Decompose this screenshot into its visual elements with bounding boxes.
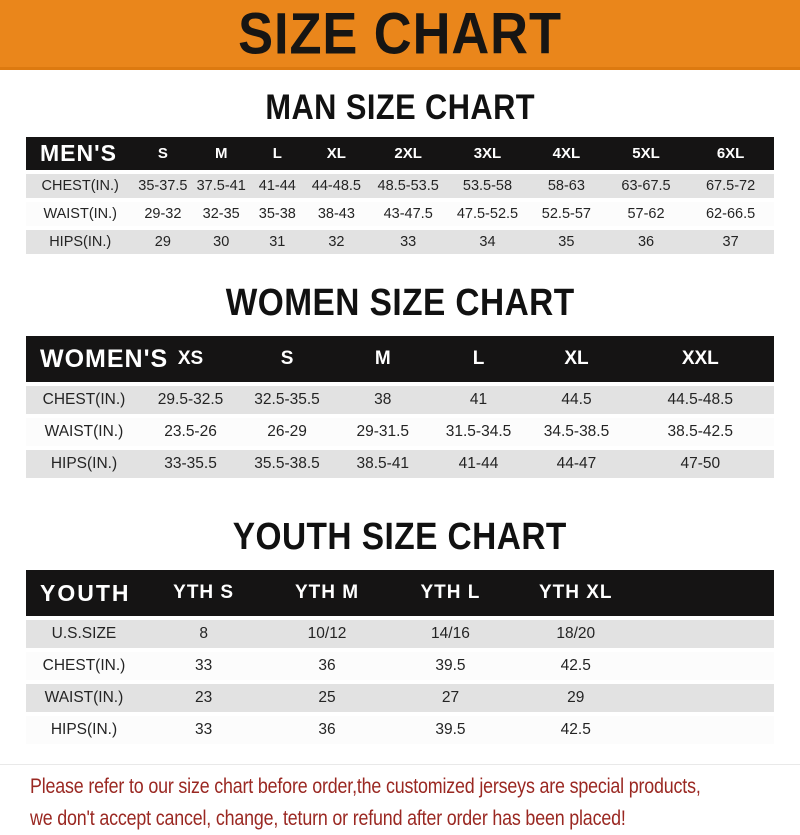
youth-section (0, 518, 800, 748)
men-size-table (26, 133, 774, 258)
table-cell: 35-37.5 (138, 178, 188, 194)
row-label: CHEST(IN.) (42, 391, 126, 408)
row-label: HIPS(IN.) (50, 455, 118, 472)
table-cell: 31 (269, 234, 286, 250)
table-cell: 18/20 (556, 625, 596, 642)
table-cell: 33 (195, 721, 213, 738)
disclaimer-line-1: Please refer to our size chart before order,the customized jerseys are special products, (30, 775, 701, 798)
table-cell: 44-47 (556, 455, 597, 472)
table-cell: 27 (441, 689, 460, 706)
column-header: XL (564, 348, 589, 369)
table-cell: 32 (328, 234, 345, 250)
table-cell: 23 (195, 689, 213, 706)
row-label: WAIST(IN.) (44, 689, 124, 706)
table-cell: 47.5-52.5 (456, 206, 519, 222)
table-row (26, 386, 774, 414)
youth-size-table (26, 566, 774, 748)
table-cell: 41 (469, 391, 488, 408)
table-cell: 67.5-72 (705, 178, 756, 194)
table-row (26, 684, 774, 712)
table-cell: 25 (318, 689, 336, 706)
table-cell: 10/12 (307, 625, 347, 642)
table-row (26, 450, 774, 478)
table-cell: 32-35 (202, 206, 240, 222)
table-cell: 29 (567, 689, 585, 706)
table-row (26, 202, 774, 226)
men-section-heading (0, 90, 800, 125)
table-cell: 47-50 (680, 455, 721, 472)
table-cell: 38 (374, 391, 392, 408)
table-corner-label: YOUTH (40, 579, 131, 606)
women-section-heading-text: WOMEN SIZE CHART (225, 282, 575, 324)
column-header: YTH S (173, 582, 235, 603)
row-label: WAIST(IN.) (44, 423, 124, 440)
table-row (26, 174, 774, 198)
table-cell: 41-44 (458, 455, 499, 472)
column-header: L (272, 145, 282, 162)
table-cell: 35-38 (258, 206, 296, 222)
column-header: 4XL (552, 145, 581, 162)
spacer-cell (639, 684, 774, 712)
table-corner-label: WOMEN'S (40, 344, 169, 373)
row-label: U.S.SIZE (51, 625, 117, 642)
column-header: XXL (681, 348, 719, 369)
row-label: WAIST(IN.) (43, 206, 117, 222)
table-cell: 32.5-35.5 (254, 391, 320, 408)
table-header-row (26, 570, 774, 616)
column-header: S (157, 145, 168, 162)
table-cell: 31.5-34.5 (445, 423, 512, 440)
women-section-heading (0, 284, 800, 322)
men-section-heading-text: MAN SIZE CHART (265, 88, 535, 127)
women-section (0, 284, 800, 482)
table-cell: 62-66.5 (705, 206, 756, 222)
banner (0, 0, 800, 70)
table-row (26, 418, 774, 446)
banner-title: SIZE CHART (238, 0, 562, 67)
column-header: L (472, 348, 485, 369)
men-section (0, 90, 800, 258)
disclaimer-line-2: we don't accept cancel, change, teturn or refund after order has been placed! (30, 807, 626, 830)
spacer-cell (639, 570, 774, 616)
spacer-cell (639, 652, 774, 680)
table-cell: 14/16 (431, 625, 470, 642)
column-header: S (280, 348, 294, 369)
table-row (26, 652, 774, 680)
table-corner-label: MEN'S (40, 140, 117, 166)
table-cell: 29.5-32.5 (157, 391, 224, 408)
column-header: 5XL (632, 145, 660, 162)
row-label: HIPS(IN.) (49, 234, 112, 250)
youth-section-heading-text: YOUTH SIZE CHART (232, 516, 568, 558)
table-header-row (26, 137, 774, 170)
table-cell: 29-31.5 (356, 423, 410, 440)
table-cell: 33 (195, 657, 213, 674)
table-cell: 58-63 (547, 178, 585, 194)
table-cell: 29 (154, 234, 171, 250)
column-header: M (374, 348, 391, 369)
table-header-row (26, 336, 774, 382)
table-cell: 30 (213, 234, 230, 250)
women-size-table (26, 332, 774, 482)
table-cell: 37.5-41 (196, 178, 246, 194)
column-header: YTH XL (538, 582, 613, 603)
table-cell: 57-62 (627, 206, 665, 222)
spacer-cell (639, 620, 774, 648)
table-cell: 39.5 (435, 721, 466, 738)
table-cell: 43-47.5 (383, 206, 433, 222)
table-cell: 53.5-58 (462, 178, 513, 194)
table-cell: 8 (199, 625, 208, 642)
column-header: YTH L (420, 582, 481, 603)
column-header: XS (177, 348, 204, 369)
column-header: YTH M (294, 582, 360, 603)
column-header: 3XL (473, 145, 502, 162)
table-cell: 34.5-38.5 (543, 423, 610, 440)
table-cell: 44.5 (561, 391, 592, 408)
table-cell: 35.5-38.5 (254, 455, 320, 472)
table-cell: 36 (637, 234, 655, 250)
column-header: XL (326, 145, 346, 162)
row-label: HIPS(IN.) (50, 721, 118, 738)
table-cell: 38-43 (317, 206, 355, 222)
table-cell: 26-29 (267, 423, 307, 440)
table-row (26, 716, 774, 744)
table-cell: 48.5-53.5 (377, 178, 439, 194)
row-label: CHEST(IN.) (41, 178, 119, 194)
table-cell: 42.5 (560, 657, 591, 674)
table-cell: 36 (318, 721, 336, 738)
table-cell: 52.5-57 (541, 206, 591, 222)
column-header: 6XL (716, 145, 745, 162)
table-row (26, 230, 774, 254)
youth-section-heading (0, 518, 800, 556)
table-cell: 63-67.5 (621, 178, 671, 194)
table-row (26, 620, 774, 648)
table-cell: 29-32 (144, 206, 182, 222)
table-cell: 42.5 (560, 721, 591, 738)
table-cell: 38.5-41 (356, 455, 410, 472)
table-cell: 39.5 (435, 657, 466, 674)
table-cell: 44.5-48.5 (667, 391, 734, 408)
column-header: M (214, 145, 228, 162)
table-cell: 33-35.5 (164, 455, 217, 472)
table-cell: 36 (318, 657, 336, 674)
spacer-cell (639, 716, 774, 744)
table-cell: 23.5-26 (164, 423, 217, 440)
column-header: 2XL (394, 145, 422, 162)
row-label: CHEST(IN.) (42, 657, 126, 674)
table-cell: 34 (479, 234, 496, 250)
table-cell: 35 (558, 234, 575, 250)
table-cell: 38.5-42.5 (667, 423, 734, 440)
table-cell: 44-48.5 (311, 178, 361, 194)
table-cell: 41-44 (258, 178, 296, 194)
table-cell: 37 (722, 234, 739, 250)
table-cell: 33 (400, 234, 417, 250)
